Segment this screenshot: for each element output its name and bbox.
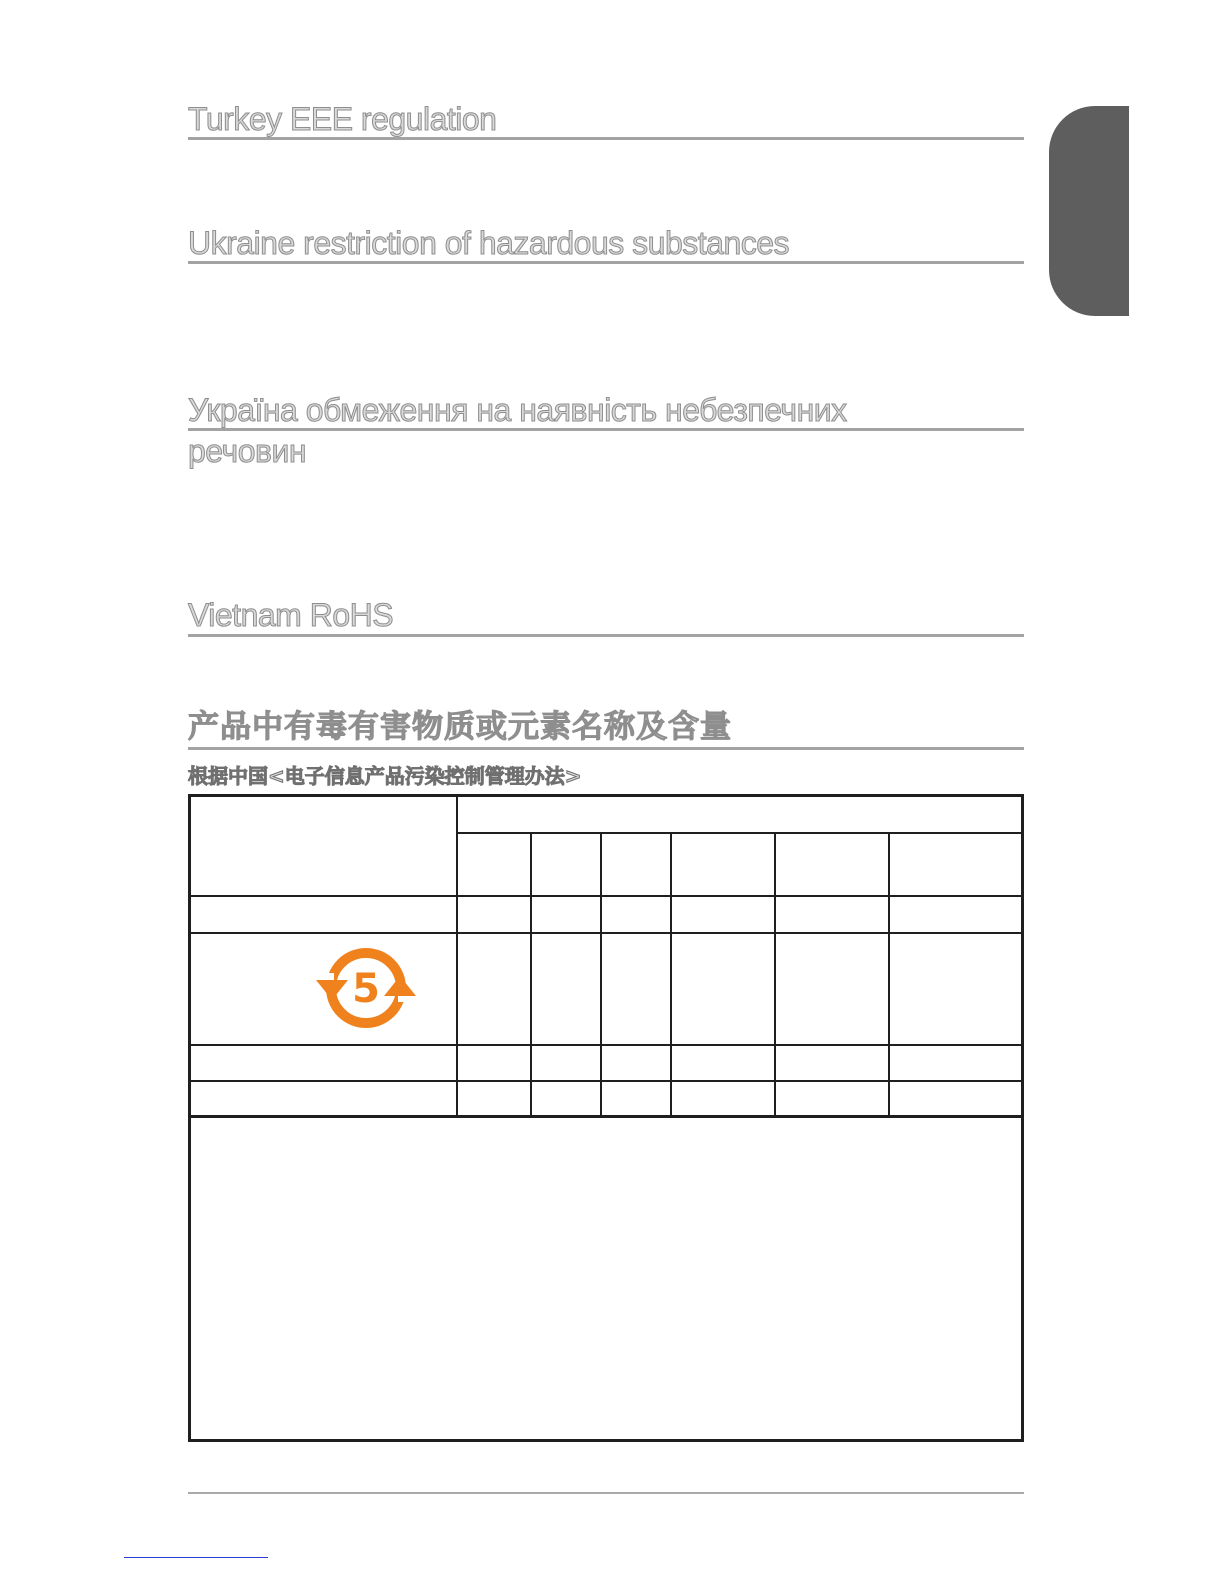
table-line [774, 832, 776, 1117]
section-rule-china [188, 747, 1024, 750]
china-subheading: 根据中国<电子信息产品污染控制管理办法> [188, 764, 582, 788]
table-line [670, 832, 672, 1117]
section-title-ukraine-en: Ukraine restriction of hazardous substances [188, 225, 790, 261]
table-line [191, 932, 1021, 934]
section-rule-ukraine-ua [188, 428, 1024, 431]
section-title-ukraine-ua: Україна обмеження на наявність небезпечних [188, 392, 847, 428]
table-line [888, 832, 890, 1117]
table-line [530, 832, 532, 1117]
efup-5-recycle-icon [312, 940, 420, 1036]
table-line [456, 797, 458, 1117]
section-title-turkey: Turkey EEE regulation [188, 101, 497, 137]
section-rule-turkey [188, 137, 1024, 140]
section-rule-ukraine-en [188, 261, 1024, 264]
section-title-china: 产品中有毒有害物质或元素名称及含量 [188, 709, 732, 745]
hazardous-substance-table [188, 794, 1024, 1442]
section-title-ukraine-ua-line2: речовин [188, 433, 307, 469]
table-line [456, 832, 1021, 834]
table-line [191, 895, 1021, 897]
language-side-tab [1049, 106, 1129, 316]
table-line [191, 1115, 1021, 1118]
footer-rule [188, 1492, 1024, 1494]
link-underline [124, 1557, 268, 1558]
efup-number: 5 [352, 966, 380, 1012]
section-rule-vietnam [188, 634, 1024, 637]
section-title-vietnam: Vietnam RoHS [188, 597, 394, 633]
table-line [191, 1044, 1021, 1046]
table-line [600, 832, 602, 1117]
table-line [191, 1080, 1021, 1082]
